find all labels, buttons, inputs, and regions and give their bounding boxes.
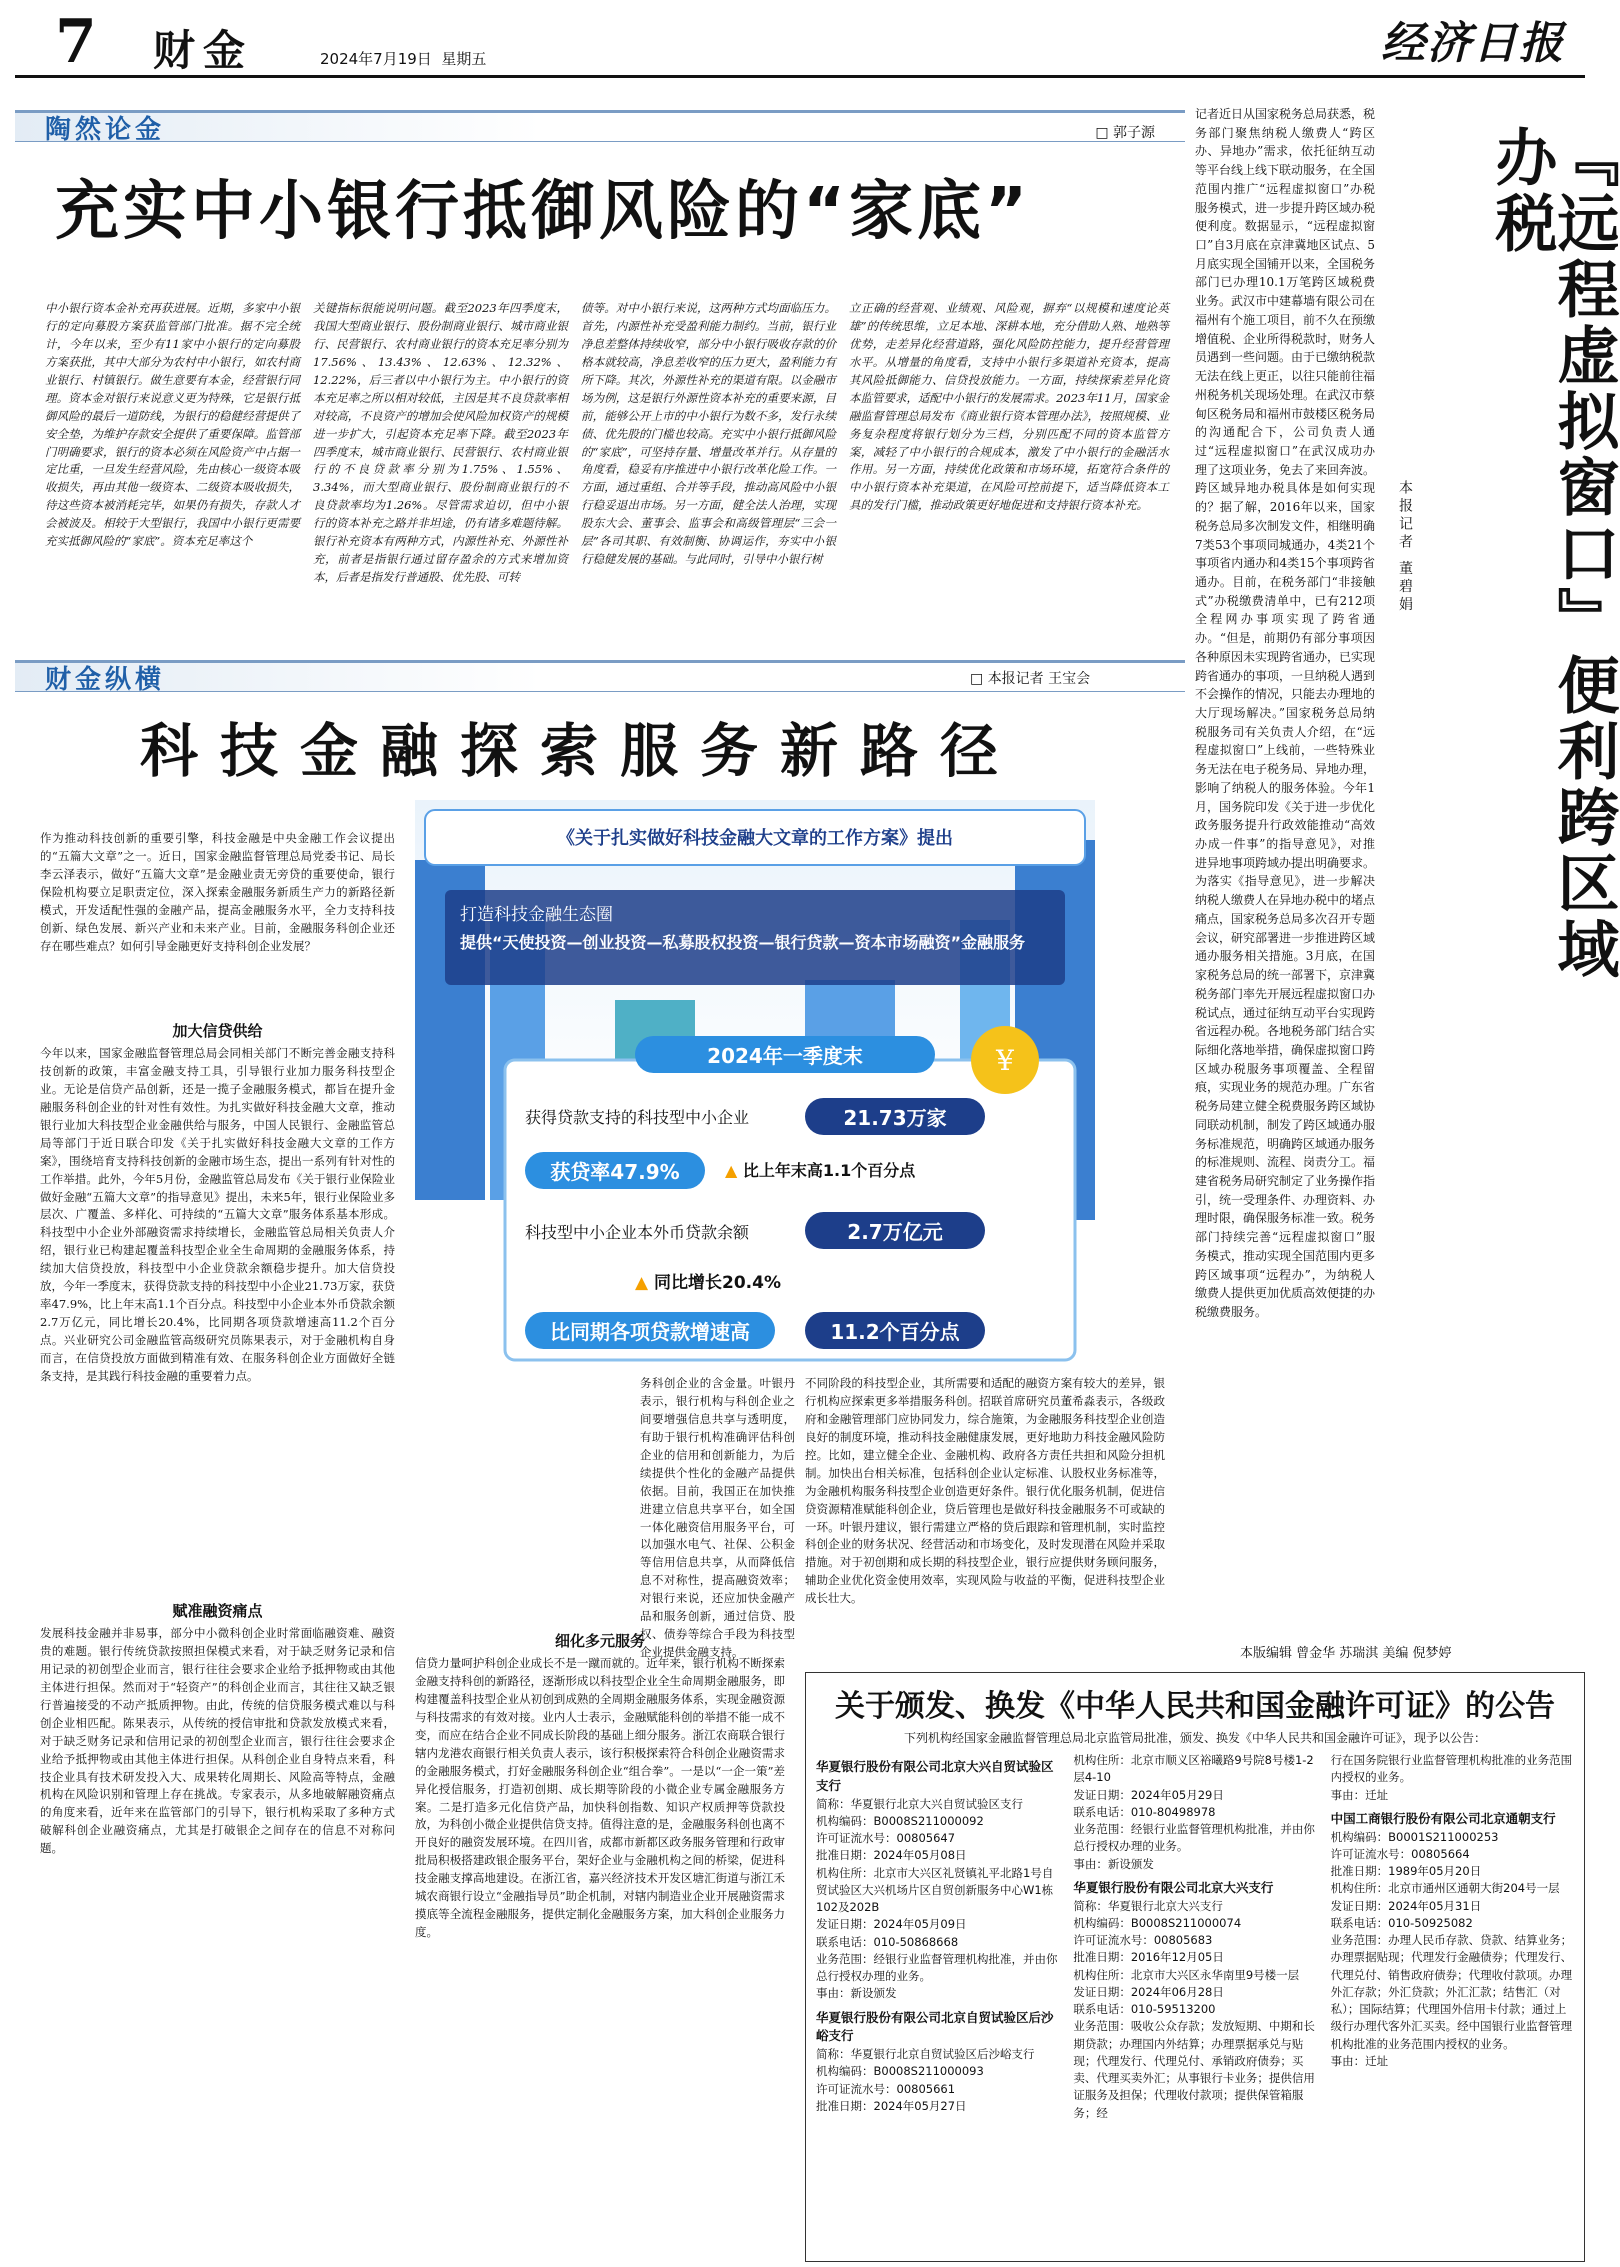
notice-row: 联系电话：010-50925082: [1330, 1915, 1473, 1930]
byline: □ 郭子源: [1095, 125, 1155, 141]
notice-row: 机构住所：北京市大兴区礼贤镇礼平北路1号自贸试验区大兴机场片区自贸创新服务中心W1栋102及202B: [816, 1865, 1054, 1914]
issue-date: 2024年7月19日: [320, 50, 432, 68]
column-tag-bar: [15, 110, 1185, 145]
column-tag: 财金纵横: [45, 665, 166, 695]
top-column-4: 立正确的经营观、业绩观、风险观，摒弃“以规模和速度论英雄”的传统思维，立足本地、深耕本地，充分借助人熟、地熟等优势，走差异化经营道路，强化风险防控能力，提升经营管理水平。从增量的角度看，支持中小银行多渠道补充资本，提高其风险抵御能力、信贷投放能力。一方面，持续探索差异化资本监管要求，适配中小银行的发展需求。2023年11月，国家金融监督管理总局发布《商业银行资本管理办法》，按照规模、业务复杂程度将银行划分为三档，分别匹配不同的资本监管方案，减轻了中小银行的合规成本，激发了中小银行的金融活水作用。另一方面，持续优化政策和市场环境，拓宽符合条件的中小银行资本补充渠道，在风险可控前提下，适当降低资本工具的发行门槛，推动政策更好地促进和支持银行资本补充。: [849, 301, 1169, 513]
mid-column-1b: 发展科技金融并非易事，部分中小微科创企业时常面临融资难、融资贵的难题。银行传统贷款按照担保模式来看，对于缺乏财务记录和信用记录的初创型企业而言，银行往往会要求企业给予抵押物或由其他主体进行担保。然而对于“轻资产”的科创企业而言，其往往又缺乏银行普遍接受的不动产抵质押物。由此，传统的信贷服务模式难以与科创企业相匹配。陈果表示，从传统的授信审批和贷款发放模式来看，对于缺乏财务记录和信用记录的初创型企业而言，银行往往会要求企业给予抵押物或由其他主体进行担保。从科创企业自身特点来看，科技企业具有技术研发投入大、成果转化周期长、风险高等特点，金融机构在风险识别和管理上存在挑战。专家表示，从多地破解融资痛点的角度来看，近年来在监管部门的引导下，银行机构采取了多种方式破解科创企业融资痛点，尤其是打破银企之间存在的信息不对称问题。: [40, 1626, 395, 1856]
notice-row: 机构住所：北京市大兴区永华南里9号楼一层: [1073, 1967, 1300, 1982]
notice-row: 批准日期：2024年05月27日: [816, 2098, 967, 2113]
stat-label: 科技型中小企业本外币贷款余额: [525, 1223, 750, 1242]
notice-row: 简称：华夏银行北京大兴自贸试验区支行: [816, 1796, 1023, 1811]
up-arrow-icon: ▲: [635, 1273, 649, 1293]
infographic-banner: 《关于扎实做好科技金融大文章的工作方案》提出: [557, 828, 953, 849]
section-name: 财金: [153, 26, 254, 75]
side-headline: 『远程虚拟窗口』便利跨区域办税: [1485, 125, 1620, 983]
notice-row: 业务范围：吸收公众存款；发放短期、中期和长期贷款；办理国内外结算；办理票据承兑与贴现；代理发行、代理兑付、承销政府债券；买卖、代理买卖外汇；从事银行卡业务；提供信用证服务及担保；代理收付款项；提供保管箱服务；经: [1073, 2019, 1315, 2120]
notice-row: 许可证流水号：00805661: [816, 2081, 956, 2096]
mid-column-2a-left: [415, 1420, 625, 1580]
mid-column-2a: 务科创企业的含金量。叶银丹表示，银行机构与科创企业之间要增强信息共享与透明度，有助于银行机构准确评估科创企业的信用和创新能力，为后续提供个性化的金融产品提供依据。目前，我国正在加快推进建立信息共享平台，如全国一体化融资信用服务平台，可以加强水电气、社保、公积金等信用信息共享，从而降低信息不对称性，提高融资效率；对银行来说，还应加快金融产品和服务创新，通过信贷、股权、债券等综合手段为科技型企业提供金融支持。: [640, 1376, 795, 1660]
notice-row: 业务范围：经银行业监督管理机构批准，并由你总行授权办理的业务。: [1073, 1822, 1315, 1854]
side-column-2: [1195, 960, 1580, 1580]
headline: 科技金融探索服务新路径: [140, 717, 1021, 785]
notice-row: 联系电话：010-50868668: [816, 1934, 959, 1949]
institution-name: 中国工商银行股份有限公司北京通朝支行: [1330, 1810, 1556, 1826]
notice-row: 机构编码：B0008S211000092: [816, 1813, 984, 1828]
stat-change-text: 同比增长20.4%: [654, 1273, 781, 1293]
notice-row: 批准日期：2024年05月08日: [816, 1848, 967, 1863]
byline: □ 本报记者 王宝会: [970, 671, 1091, 687]
notice-row: 业务范围：办理人民币存款、贷款、结算业务；办理票据贴现；代理发行金融债券；代理发行、代理兑付、销售政府债券；代理收付款项。办理外汇存款；外汇贷款；外汇汇款；结售汇（对私）；国际结算；代理国外信用卡付款；通过上级行办理代客外汇买卖。经中国银行业监督管理机构批准的业务范围内授权的业务。: [1330, 1933, 1573, 2051]
stat-label: 获得贷款支持的科技型中小企业: [525, 1108, 750, 1127]
infographic-line-2: 提供“天使投资—创业投资—私募股权投资—银行贷款—资本市场融资”金融服务: [460, 933, 1026, 952]
quarter-label: 2024年一季度末: [635, 1036, 935, 1073]
notice-row: 行在国务院银行业监督管理机构批准的业务范围内授权的业务。: [1330, 1753, 1573, 1785]
notice-row: 机构住所：北京市顺义区裕曦路9号院8号楼1-2层4-10: [1073, 1753, 1314, 1785]
issue-weekday: 星期五: [441, 50, 487, 68]
stat-value: 21.73万家: [805, 1098, 985, 1135]
notice-row: 发证日期：2024年05月09日: [816, 1917, 967, 1932]
stat-label: 比同期各项贷款增速高: [525, 1312, 775, 1349]
dateline: [320, 48, 486, 69]
notice-intro: 下列机构经国家金融监督管理总局北京监管局批准，颁发、换发《中华人民共和国金融许可证》，现予以公告：: [903, 1731, 1486, 1745]
stat-change: 比上年末高1.1个百分点: [742, 1161, 916, 1180]
headline: 充实中小银行抵御风险的“家底”: [55, 175, 1032, 249]
notice-row: 事由：新设颁发: [816, 1986, 897, 2001]
editors-line: 本版编辑 曾金华 苏瑞淇 美编 倪梦婷: [1240, 1646, 1452, 1661]
subheading: 赋准融资痛点: [172, 1602, 263, 1620]
notice-row: 机构住所：北京市通州区通朝大街204号一层: [1330, 1881, 1560, 1896]
side-byline: 本报记者 董碧娟: [1397, 480, 1413, 615]
notice-row: 联系电话：010-80498978: [1073, 1804, 1216, 1819]
license-notice: [805, 1672, 1585, 2262]
svg-text:¥: ¥: [996, 1044, 1014, 1077]
institution-name: 华夏银行股份有限公司北京大兴自贸试验区支行: [816, 1759, 1054, 1793]
notice-column-1: [816, 1752, 1059, 2122]
notice-row: 发证日期：2024年05月29日: [1073, 1787, 1224, 1802]
notice-row: 批准日期：1989年05月20日: [1330, 1864, 1482, 1878]
notice-row: 发证日期：2024年05月31日: [1330, 1898, 1482, 1913]
author-name: 郭子源: [1113, 125, 1155, 141]
stat-change: [635, 1268, 781, 1293]
top-column-2: 关键指标很能说明问题。截至2023年四季度末，我国大型商业银行、股份制商业银行、城市商业银行、民营银行、农村商业银行的资本充足率分别为17.56%、13.43%、12.63%、12.32%、12.22%，后三者以中小银行为主。中小银行的资本充足率之所以相对较低，主因是其不良贷款率相对较高，不良资产的增加会使风险加权资产的规模进一步扩大，引起资本充足率下降。截至2023年四季度末，城市商业银行、民营银行、农村商业银行的不良贷款率分别为1.75%、1.55%、3.34%，而大型商业银行、股份制商业银行的不良贷款率均为1.26%。尽管需求迫切，但中小银行的资本补充之路并非坦途，仍有诸多难题待解。银行补充资本有两种方式，内源性补充、外源性补充，前者是指银行通过留存盈余的方式来增加资本，后者是指发行普通股、优先股、可转: [313, 301, 568, 585]
notice-row: 事由：迁址: [1330, 1787, 1389, 1802]
notice-column-3: [1331, 1752, 1574, 2122]
notice-column-2: [1073, 1752, 1316, 2122]
top-column-1: 中小银行资本金补充再获进展。近期，多家中小银行的定向募股方案获监管部门批准。据不完全统计，今年以来，至少有11家中小银行的定向募股方案获批，其中大部分为农村中小银行，如农村商业银行、村镇银行。做生意要有本金，经营银行同理。资本金对银行来说意义更为特殊，它是银行抵御风险的最后一道防线，为银行的稳健经营提供了安全垫，为维护存款安全提供了重要保障。监管部门明确要求，银行的资本必须在风险资产中占据一定比重，一旦发生经营风险，先由核心一级资本吸收损失，再由其他一级资本、二级资本吸收损失，待这些资本被消耗完毕，如果仍有损失，存款人才会被波及。相较于大型银行，我国中小银行更需要充实抵御风险的“家底”。资本充足率这个: [45, 301, 300, 549]
top-article: [15, 82, 1185, 652]
notice-row: 机构编码：B0008S211000093: [816, 2064, 984, 2079]
column-tag: 陶然论金: [45, 115, 166, 145]
newspaper-logo: 经济日报: [1381, 18, 1565, 69]
up-arrow-icon: ▲: [725, 1161, 738, 1180]
stat-label: [725, 1158, 915, 1181]
mid-intro: 作为推动科技创新的重要引擎，科技金融是中央金融工作会议提出的“五篇大文章”之一。近日，国家金融监督管理总局党委书记、局长李云泽表示，做好“五篇大文章”是金融业责无旁贷的重要使命，银行保险机构要立足职责定位，深入探索金融服务新质生产力的新路径新模式，开发适配性强的金融产品，提高金融服务水平，全力支持科技创新、绿色发展、新兴产业和未来产业。目前，金融服务科创企业还存在哪些难点？如何引导金融更好支持科创企业发展？: [40, 831, 395, 953]
notice-title: 关于颁发、换发《中华人民共和国金融许可证》的公告: [835, 1689, 1555, 1724]
top-column-3: 债等。对中小银行来说，这两种方式均面临压力。首先，内源性补充受盈利能力制约。当前，银行业净息差整体持续收窄，部分中小银行吸收存款的价格本就较高，净息差收窄的压力更大，盈利能力有所下降。其次，外源性补充的渠道有限。以金融市场为例，这是银行外源性资本补充的重要来源，目前，能够公开上市的中小银行为数不多，发行永续债、优先股的门槛也较高。充实中小银行抵御风险的“家底”，可坚持存量、增量改革并行。从存量的角度看，稳妥有序推进中小银行改革化险工作。一方面，通过重组、合并等手段，推动高风险中小银行稳妥退出市场。另一方面，健全法人治理，实现股东大会、董事会、监事会和高级管理层“三会一层”各司其职、有效制衡、协调运作，夯实中小银行稳健发展的基础。与此同时，引导中小银行树: [581, 301, 836, 567]
notice-row: 简称：华夏银行北京自贸试验区后沙峪支行: [816, 2047, 1035, 2061]
author-name: 本报记者 王宝会: [987, 671, 1091, 687]
page-number: 7: [55, 7, 97, 77]
notice-row: 许可证流水号：00805647: [816, 1831, 956, 1845]
subheading: 细化多元服务: [554, 1632, 645, 1650]
notice-row: 事由：迁址: [1330, 2053, 1389, 2068]
mid-column-2b: 信贷力量呵护科创企业成长不是一蹴而就的。近年来，银行机构不断探索金融支持科创的新路径，逐渐形成以科技型企业全生命周期金融服务，即构建覆盖科技型企业从初创到成熟的全周期金融服务体系，实现金融资源与科技需求的有效对接。业内人士表示，金融赋能科创的举措不能一成不变，而应在结合企业不同成长阶段的基础上细分服务。浙江农商联合银行辖内龙港农商银行相关负责人表示，该行积极探索符合科创企业融资需求的金融服务模式，打好金融服务科创企业“组合拳”。一是以“一企一策”差异化授信服务，打造初创期、成长期等阶段的小微企业专属金融服务方案。二是打造多元化信贷产品，加快科创指数、知识产权质押等贷款投放，为科创小微企业提供信贷支持。值得注意的是，金融服务科创也离不开良好的融资发展环境。在四川省，成都市新都区政务服务管理和行政审批局积极搭建政银企服务平台，架好企业与金融机构之间的桥梁，促进科技金融支撑高地建设。在浙江省，嘉兴经济技术开发区塘汇街道与浙江禾城农商银行设立“金融指导员”助企机制，对辖内制造业企业开展融资需求摸底等全流程金融服务，提供定制化金融服务方案，加大科创企业服务力度。: [415, 1656, 785, 1940]
side-column-1: 记者近日从国家税务总局获悉，税务部门聚焦纳税人缴费人“跨区办、异地办”需求，依托征纳互动等平台线上线下联动服务，在全国范围内推广“远程虚拟窗口”办税服务模式，进一步提升跨区域办税便利度。数据显示，“远程虚拟窗口”自3月底在京津冀地区试点、5月底实现全国铺开以来，全国税务部门已办理10.1万笔跨区域税费业务。武汉市中建幕墙有限公司在福州有个施工项目，前不久在预缴增值税、企业所得税款时，财务人员遇到一些问题。由于已缴纳税款无法在线上更正，以往只能前往福州税务机关现场处理。在武汉市蔡甸区税务局和福州市鼓楼区税务局的沟通配合下，公司负责人通过“远程虚拟窗口”在武汉成功办理了这项业务，免去了来回奔波。跨区域异地办税具体是如何实现的？据了解，2016年以来，国家税务总局多次制发文件，相继明确7类53个事项同城通办，4类21个事项省内通办和4类15个事项跨省通办。目前，在税务部门“非接触式”办税缴费清单中，已有212项全程网办事项实现了跨省通办。“但是，前期仍有部分事项因各种原因未实现跨省通办，已实现跨省通办的事项，一旦纳税人遇到不会操作的情况，只能去办理地的大厅现场解决。”国家税务总局纳税服务司有关负责人介绍，在“远程虚拟窗口”上线前，一些特殊业务无法在电子税务局、异地办理，影响了纳税人的服务体验。今年1月，国务院印发《关于进一步优化政务服务提升行政效能推动“高效办成一件事”的指导意见》，对推进异地事项跨域办提出明确要求。为落实《指导意见》，进一步解决纳税人缴费人在异地办税中的堵点痛点，国家税务总局多次召开专题会议，研究部署进一步推进跨区域通办服务相关措施。3月底，在国家税务总局的统一部署下，京津冀税务部门率先开展远程虚拟窗口办税试点，通过征纳互动平台实现跨省远程办税。各地税务部门结合实际细化落地举措，确保虚拟窗口跨区域办税服务事项覆盖、全程留痕，实现业务的规范办理。广东省税务局建立健全税费服务跨区域协同联动机制，制发了跨区域通办服务标准规范，明确跨区域通办服务的标准规则、流程、岗责分工。福建省税务局研究制定了业务操作指引，统一受理条件、办理资料、办理时限，确保服务标准一致。税务部门持续完善“远程虚拟窗口”服务模式，推动实现全国范围内更多跨区域事项“远程办”，为纳税人缴费人提供更加优质高效便捷的办税缴费服务。: [1195, 107, 1376, 1319]
notice-row: 联系电话：010-59513200: [1073, 2002, 1216, 2016]
infographic: [415, 800, 1095, 1370]
infographic-line-1: 打造科技金融生态圈: [460, 905, 613, 925]
notice-row: 简称：华夏银行北京大兴支行: [1073, 1898, 1223, 1913]
notice-row: 事由：新设颁发: [1073, 1856, 1154, 1871]
notice-row: 机构编码：B0008S211000074: [1073, 1915, 1242, 1930]
stat-value: 获贷率47.9%: [525, 1152, 705, 1189]
notice-row: 机构编码：B0001S211000253: [1330, 1829, 1499, 1844]
mid-column-3: 不同阶段的科技型企业，其所需要和适配的融资方案有较大的差异，银行机构应探索更多举措服务科创。招联首席研究员董希淼表示，各级政府和金融管理部门应协同发力，综合施策，为金融服务科技型企业创造良好的制度环境，推动科技金融健康发展，更好地助力科技金融风险防控。比如，建立健全企业、金融机构、政府各方责任共担和风险分担机制。加快出台相关标准，包括科创企业认定标准、认股权业务标准等，为金融机构服务科技型企业创造更好条件。银行优化服务机制，促进信贷资源精准赋能科创企业，贷后管理也是做好科技金融服务不可或缺的一环。叶银丹建议，银行需建立严格的贷后跟踪和管理机制，实时监控科创企业的财务状况、经营活动和市场变化，及时发现潜在风险并采取措施。对于初创期和成长期的科技型企业，银行应提供财务顾问服务，辅助企业优化资金使用效率，实现风险与收益的平衡，促进科技型企业成长壮大。: [805, 1376, 1165, 1606]
notice-row: 许可证流水号：00805664: [1330, 1846, 1470, 1861]
institution-name: 华夏银行股份有限公司北京大兴支行: [1073, 1879, 1274, 1895]
subheading: 加大信贷供给: [172, 1022, 263, 1040]
institution-name: 华夏银行股份有限公司北京自贸试验区后沙峪支行: [816, 2009, 1054, 2044]
notice-row: 发证日期：2024年06月28日: [1073, 1984, 1224, 1999]
stat-value: 2.7万亿元: [805, 1212, 985, 1249]
mid-column-1: 今年以来，国家金融监督管理总局会同相关部门不断完善金融支持科技创新的政策，丰富金融支持工具，引导银行业加力服务科技型企业。无论是信贷产品创新，还是一揽子金融服务模式，都旨在提升金融服务科创企业的针对性有效性。为扎实做好科技金融大文章，推动银行业加大科技型企业金融供给与服务，中国人民银行、金融监管总局等部门于近日联合印发《关于扎实做好科技金融大文章的工作方案》，围绕培育支持科技创新的金融市场生态，提出一系列有针对性的工作举措。此外，今年5月份，金融监管总局发布《关于银行业保险业做好金融“五篇大文章”的指导意见》提出，未来5年，银行业保险业多层次、广覆盖、多样化、可持续的“五篇大文章”服务体系基本形成。科技型中小企业外部融资需求持续增长，金融监管总局相关负责人介绍，银行业已构建起覆盖科技型企业全生命周期的金融服务体系，持续加大信贷投放，科技型中小企业贷款余额稳步提升。加大信贷投放，今年一季度末，获得贷款支持的科技型中小企业21.73万家，获贷率47.9%，比上年末高1.1个百分点。科技型中小企业本外币贷款余额2.7万亿元，同比增长20.4%，比同期各项贷款增速高11.2个百分点。兴业研究公司金融监管高级研究员陈果表示，对于金融机构自身而言，在信贷投放方面做到精准有效、在服务科创企业方面做好全链条支持，是其践行科技金融的重要着力点。: [40, 1046, 395, 1383]
notice-row: 业务范围：经银行业监督管理机构批准，并由你总行授权办理的业务。: [816, 1951, 1058, 1983]
notice-row: 许可证流水号：00805683: [1073, 1933, 1213, 1947]
masthead: [15, 0, 1585, 78]
stat-value: 11.2个百分点: [805, 1312, 985, 1349]
notice-row: 批准日期：2016年12月05日: [1073, 1950, 1224, 1965]
